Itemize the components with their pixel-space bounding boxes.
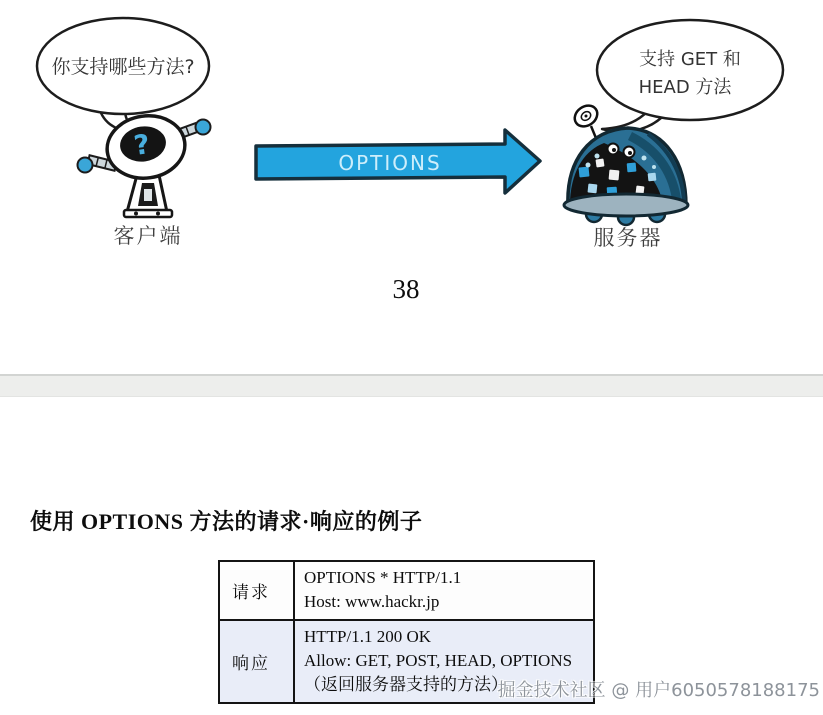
page-divider	[0, 374, 823, 397]
response-line: HTTP/1.1 200 OK	[304, 627, 432, 646]
client-label: 客户端	[113, 224, 183, 248]
server-base	[564, 194, 688, 216]
server-bubble-line1: 支持 GET 和	[639, 49, 741, 70]
page-number: 38	[392, 274, 420, 304]
client-antenna-ball-left	[78, 158, 93, 173]
response-line: （返回服务器支持的方法）	[304, 675, 508, 694]
request-line: OPTIONS * HTTP/1.1	[304, 568, 462, 587]
request-line: Host: www.hackr.jp	[304, 592, 440, 611]
table-row-request	[220, 562, 593, 619]
watermark: 掘金技术社区 @ 用户6050578188175	[497, 680, 820, 701]
client-speech-bubble	[37, 18, 209, 134]
client-antenna-ball-right	[196, 120, 211, 135]
response-label: 响应	[220, 621, 295, 702]
question-mark-icon: ?	[132, 129, 152, 162]
client-robot	[78, 111, 211, 217]
client-bubble-text: 你支持哪些方法?	[51, 56, 195, 78]
response-line: Allow: GET, POST, HEAD, OPTIONS	[304, 651, 573, 670]
server-bubble-line2: HEAD 方法	[638, 77, 732, 98]
section-heading: 使用 OPTIONS 方法的请求·响应的例子	[30, 509, 423, 534]
options-arrow	[256, 130, 540, 193]
request-content	[295, 562, 593, 619]
arrow-label: OPTIONS	[338, 151, 442, 175]
server-speech-bubble	[597, 20, 783, 132]
request-label: 请求	[220, 562, 295, 619]
client-server-illustration	[0, 0, 823, 262]
server-label: 服务器	[593, 226, 663, 250]
